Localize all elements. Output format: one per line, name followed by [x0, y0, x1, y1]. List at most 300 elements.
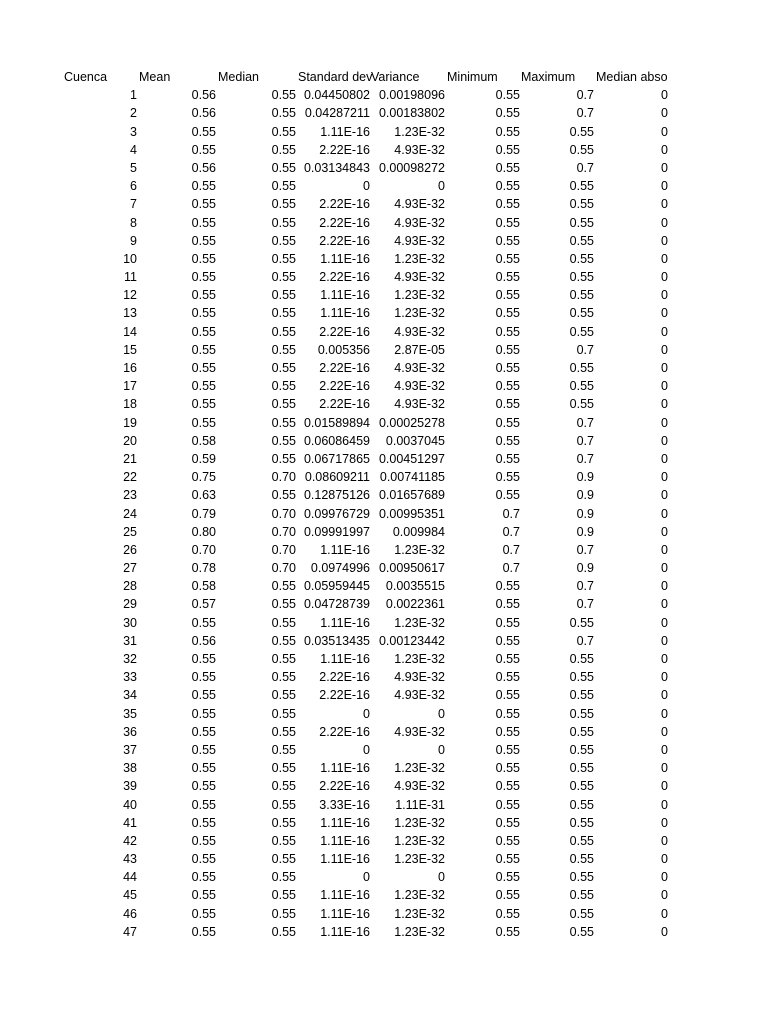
- table-row: [0, 104, 768, 122]
- cell-mean: 0.55: [191, 906, 216, 921]
- cell-cuenca: 19: [123, 415, 137, 430]
- cell-minimum: 0.7: [502, 542, 520, 557]
- cell-cuenca: 13: [123, 306, 137, 321]
- cell-cuenca: 12: [123, 288, 137, 303]
- header-row: [0, 68, 768, 86]
- cell-standard-dev: 0.08609211: [304, 470, 370, 485]
- cell-minimum: 0.55: [495, 470, 520, 485]
- cell-median: 0.55: [271, 742, 296, 757]
- table-row: [0, 686, 768, 704]
- cell-cuenca: 17: [123, 379, 137, 394]
- cell-minimum: 0.7: [502, 506, 520, 521]
- cell-mean: 0.55: [191, 124, 216, 139]
- cell-median-abso: 0: [661, 251, 668, 266]
- table-row: [0, 832, 768, 850]
- cell-minimum: 0.55: [495, 615, 520, 630]
- cell-variance: 1.23E-32: [394, 815, 445, 830]
- cell-maximum: 0.7: [576, 633, 594, 648]
- cell-maximum: 0.55: [569, 906, 594, 921]
- cell-median-abso: 0: [661, 815, 668, 830]
- table-row: [0, 850, 768, 868]
- cell-mean: 0.55: [191, 197, 216, 212]
- cell-cuenca: 3: [130, 124, 137, 139]
- cell-cuenca: 35: [123, 706, 137, 721]
- cell-median: 0.55: [271, 233, 296, 248]
- cell-standard-dev: 1.11E-16: [320, 833, 370, 848]
- cell-median: 0.55: [271, 870, 296, 885]
- cell-cuenca: 36: [123, 724, 137, 739]
- cell-cuenca: 15: [123, 342, 137, 357]
- cell-median-abso: 0: [661, 197, 668, 212]
- cell-maximum: 0.7: [576, 415, 594, 430]
- cell-minimum: 0.55: [495, 288, 520, 303]
- cell-mean: 0.56: [191, 88, 216, 103]
- table-row: [0, 650, 768, 668]
- cell-median-abso: 0: [661, 142, 668, 157]
- header-cuenca: Cuenca: [64, 70, 108, 84]
- cell-minimum: 0.55: [495, 233, 520, 248]
- cell-variance: 1.23E-32: [394, 615, 445, 630]
- table-row: [0, 286, 768, 304]
- cell-variance: 1.23E-32: [394, 251, 445, 266]
- cell-variance: 1.23E-32: [394, 833, 445, 848]
- cell-variance: 4.93E-32: [394, 779, 445, 794]
- cell-variance: 0: [438, 179, 445, 194]
- cell-standard-dev: 0.09976729: [303, 506, 370, 521]
- cell-median-abso: 0: [661, 160, 668, 175]
- cell-median: 0.55: [271, 688, 296, 703]
- cell-median-abso: 0: [661, 397, 668, 412]
- cell-median: 0.55: [271, 306, 296, 321]
- cell-standard-dev: 0.04450802: [303, 88, 370, 103]
- cell-maximum: 0.7: [576, 579, 594, 594]
- cell-maximum: 0.7: [576, 160, 594, 175]
- cell-median-abso: 0: [661, 870, 668, 885]
- cell-mean: 0.55: [191, 233, 216, 248]
- cell-standard-dev: 2.22E-16: [319, 324, 370, 339]
- cell-cuenca: 2: [130, 106, 137, 121]
- cell-standard-dev: 2.22E-16: [319, 397, 370, 412]
- cell-minimum: 0.55: [495, 197, 520, 212]
- cell-median-abso: 0: [661, 379, 668, 394]
- cell-variance: 0: [438, 742, 445, 757]
- cell-minimum: 0.55: [495, 397, 520, 412]
- cell-standard-dev: 0.04728739: [303, 597, 370, 612]
- table-row: [0, 523, 768, 541]
- cell-cuenca: 46: [123, 906, 137, 921]
- cell-variance: 4.93E-32: [394, 324, 445, 339]
- cell-variance: 1.23E-32: [394, 888, 445, 903]
- table-row: [0, 123, 768, 141]
- cell-median-abso: 0: [661, 779, 668, 794]
- table-row: [0, 395, 768, 413]
- cell-mean: 0.55: [191, 342, 216, 357]
- cell-standard-dev: 2.22E-16: [319, 361, 370, 375]
- cell-maximum: 0.55: [569, 815, 594, 830]
- cell-cuenca: 4: [130, 142, 137, 157]
- cell-minimum: 0.55: [495, 160, 520, 175]
- cell-variance: 4.93E-32: [394, 197, 445, 212]
- cell-maximum: 0.55: [569, 888, 594, 903]
- cell-cuenca: 42: [123, 833, 137, 848]
- cell-minimum: 0.55: [495, 215, 520, 230]
- cell-median: 0.70: [271, 542, 296, 557]
- cell-maximum: 0.55: [569, 142, 594, 157]
- cell-cuenca: 47: [123, 924, 137, 939]
- cell-minimum: 0.55: [495, 688, 520, 703]
- cell-mean: 0.55: [191, 324, 216, 339]
- cell-cuenca: 7: [130, 197, 137, 212]
- cell-median: 0.70: [271, 470, 296, 485]
- cell-minimum: 0.55: [495, 324, 520, 339]
- cell-minimum: 0.55: [495, 415, 520, 430]
- cell-median-abso: 0: [661, 524, 668, 539]
- cell-variance: 2.87E-05: [394, 342, 445, 357]
- cell-mean: 0.75: [191, 470, 216, 485]
- cell-standard-dev: 0: [363, 706, 370, 721]
- cell-median-abso: 0: [661, 742, 668, 757]
- cell-variance: 0.0037045: [385, 433, 445, 448]
- cell-minimum: 0.55: [495, 670, 520, 685]
- cell-variance: 0.00025278: [378, 415, 445, 430]
- cell-cuenca: 38: [123, 761, 137, 776]
- cell-variance: 4.93E-32: [394, 233, 445, 248]
- table-row: [0, 304, 768, 322]
- cell-median: 0.70: [271, 524, 296, 539]
- cell-maximum: 0.55: [569, 761, 594, 776]
- cell-maximum: 0.55: [569, 179, 594, 194]
- cell-variance: 1.23E-32: [394, 124, 445, 139]
- cell-minimum: 0.55: [495, 779, 520, 794]
- cell-maximum: 0.55: [569, 379, 594, 394]
- cell-variance: 0: [438, 870, 445, 885]
- spreadsheet-table: [0, 68, 768, 941]
- cell-mean: 0.59: [191, 451, 216, 466]
- cell-standard-dev: 2.22E-16: [319, 779, 370, 794]
- cell-mean: 0.55: [191, 361, 216, 375]
- cell-minimum: 0.55: [495, 706, 520, 721]
- cell-maximum: 0.55: [569, 615, 594, 630]
- cell-cuenca: 43: [123, 852, 137, 867]
- cell-mean: 0.55: [191, 888, 216, 903]
- cell-variance: 4.93E-32: [394, 397, 445, 412]
- cell-median: 0.55: [271, 179, 296, 194]
- table-row: [0, 759, 768, 777]
- cell-median: 0.55: [271, 106, 296, 121]
- cell-median: 0.55: [271, 906, 296, 921]
- cell-minimum: 0.55: [495, 488, 520, 503]
- cell-median-abso: 0: [661, 542, 668, 557]
- table-row: [0, 777, 768, 795]
- cell-variance: 0.00183802: [378, 106, 445, 121]
- cell-variance: 1.23E-32: [394, 542, 445, 557]
- cell-cuenca: 16: [123, 361, 137, 375]
- table-row: [0, 923, 768, 941]
- cell-cuenca: 10: [123, 251, 137, 266]
- cell-variance: 1.23E-32: [394, 306, 445, 321]
- cell-cuenca: 26: [123, 542, 137, 557]
- cell-mean: 0.57: [191, 597, 216, 612]
- cell-median-abso: 0: [661, 124, 668, 139]
- cell-median-abso: 0: [661, 688, 668, 703]
- header-minimum: Minimum: [447, 70, 498, 84]
- cell-minimum: 0.55: [495, 652, 520, 666]
- cell-median-abso: 0: [661, 270, 668, 285]
- cell-maximum: 0.55: [569, 306, 594, 321]
- cell-median: 0.55: [271, 815, 296, 830]
- cell-maximum: 0.55: [569, 397, 594, 412]
- cell-minimum: 0.55: [495, 833, 520, 848]
- cell-median: 0.55: [271, 615, 296, 630]
- cell-cuenca: 9: [130, 233, 137, 248]
- cell-cuenca: 31: [123, 633, 137, 648]
- cell-standard-dev: 0.01589894: [303, 415, 370, 430]
- cell-median: 0.70: [271, 506, 296, 521]
- cell-standard-dev: 0.12875126: [303, 488, 370, 503]
- cell-maximum: 0.7: [576, 88, 594, 103]
- cell-maximum: 0.7: [576, 342, 594, 357]
- cell-median: 0.55: [271, 88, 296, 103]
- cell-standard-dev: 2.22E-16: [319, 724, 370, 739]
- cell-cuenca: 29: [123, 597, 137, 612]
- cell-mean: 0.55: [191, 670, 216, 685]
- cell-maximum: 0.55: [569, 251, 594, 266]
- cell-variance: 0: [438, 706, 445, 721]
- cell-median: 0.55: [271, 270, 296, 285]
- cell-mean: 0.55: [191, 833, 216, 848]
- table-row: [0, 868, 768, 886]
- cell-maximum: 0.55: [569, 870, 594, 885]
- cell-standard-dev: 1.11E-16: [320, 306, 370, 321]
- cell-cuenca: 44: [123, 870, 137, 885]
- cell-mean: 0.55: [191, 870, 216, 885]
- cell-standard-dev: 2.22E-16: [319, 379, 370, 394]
- cell-standard-dev: 0.03134843: [303, 160, 370, 175]
- cell-minimum: 0.55: [495, 924, 520, 939]
- cell-maximum: 0.9: [576, 488, 594, 503]
- cell-mean: 0.55: [191, 179, 216, 194]
- cell-standard-dev: 1.11E-16: [320, 852, 370, 867]
- table-row: [0, 796, 768, 814]
- cell-minimum: 0.55: [495, 633, 520, 648]
- cell-mean: 0.63: [191, 488, 216, 503]
- cell-minimum: 0.55: [495, 342, 520, 357]
- cell-maximum: 0.9: [576, 524, 594, 539]
- cell-cuenca: 11: [124, 270, 137, 285]
- cell-cuenca: 39: [123, 779, 137, 794]
- cell-median: 0.55: [271, 397, 296, 412]
- cell-mean: 0.55: [191, 742, 216, 757]
- cell-cuenca: 40: [123, 797, 137, 812]
- table-row: [0, 741, 768, 759]
- cell-variance: 0.01657689: [378, 488, 445, 503]
- cell-median: 0.70: [271, 561, 296, 576]
- cell-minimum: 0.55: [495, 142, 520, 157]
- cell-mean: 0.55: [191, 652, 216, 666]
- cell-mean: 0.55: [191, 397, 216, 412]
- cell-minimum: 0.55: [495, 251, 520, 266]
- cell-mean: 0.55: [191, 379, 216, 394]
- cell-standard-dev: 1.11E-16: [320, 815, 370, 830]
- cell-median-abso: 0: [661, 924, 668, 939]
- cell-minimum: 0.55: [495, 815, 520, 830]
- cell-median-abso: 0: [661, 415, 668, 430]
- table-row: [0, 541, 768, 559]
- cell-cuenca: 18: [123, 397, 137, 412]
- cell-mean: 0.79: [191, 506, 216, 521]
- cell-standard-dev: 0.06086459: [303, 433, 370, 448]
- cell-maximum: 0.7: [576, 433, 594, 448]
- cell-minimum: 0.55: [495, 852, 520, 867]
- cell-median-abso: 0: [661, 324, 668, 339]
- cell-variance: 0.00123442: [378, 633, 445, 648]
- cell-maximum: 0.55: [569, 124, 594, 139]
- cell-median-abso: 0: [661, 706, 668, 721]
- header-mean: Mean: [139, 70, 171, 84]
- cell-minimum: 0.55: [495, 906, 520, 921]
- cell-cuenca: 25: [123, 524, 137, 539]
- cell-standard-dev: 3.33E-16: [319, 797, 370, 812]
- cell-cuenca: 14: [123, 324, 137, 339]
- cell-median: 0.55: [271, 652, 296, 666]
- cell-median-abso: 0: [661, 361, 668, 375]
- cell-standard-dev: 0.005356: [317, 342, 370, 357]
- table-row: [0, 595, 768, 613]
- cell-maximum: 0.7: [576, 451, 594, 466]
- cell-median: 0.55: [271, 197, 296, 212]
- cell-mean: 0.78: [191, 561, 216, 576]
- table-row: [0, 232, 768, 250]
- cell-cuenca: 22: [123, 470, 137, 485]
- cell-minimum: 0.55: [495, 379, 520, 394]
- cell-maximum: 0.55: [569, 270, 594, 285]
- cell-maximum: 0.55: [569, 779, 594, 794]
- cell-minimum: 0.55: [495, 742, 520, 757]
- cell-median: 0.55: [271, 451, 296, 466]
- cell-mean: 0.55: [191, 724, 216, 739]
- cell-cuenca: 6: [130, 179, 137, 194]
- cell-mean: 0.55: [191, 688, 216, 703]
- header-maximum: Maximum: [521, 70, 576, 84]
- cell-maximum: 0.55: [569, 688, 594, 703]
- cell-median: 0.55: [271, 124, 296, 139]
- cell-minimum: 0.55: [495, 270, 520, 285]
- cell-standard-dev: 0.03513435: [303, 633, 370, 648]
- cell-cuenca: 1: [130, 88, 137, 103]
- table-row: [0, 468, 768, 486]
- cell-standard-dev: 0: [363, 179, 370, 194]
- cell-minimum: 0.55: [495, 124, 520, 139]
- cell-mean: 0.80: [191, 524, 216, 539]
- cell-median-abso: 0: [661, 852, 668, 867]
- cell-median-abso: 0: [661, 633, 668, 648]
- cell-standard-dev: 2.22E-16: [319, 142, 370, 157]
- cell-median-abso: 0: [661, 615, 668, 630]
- cell-cuenca: 5: [130, 160, 137, 175]
- cell-standard-dev: 1.11E-16: [320, 615, 370, 630]
- cell-median: 0.55: [271, 597, 296, 612]
- table-row: [0, 905, 768, 923]
- cell-median: 0.55: [271, 488, 296, 503]
- table-row: [0, 505, 768, 523]
- cell-standard-dev: 1.11E-16: [320, 888, 370, 903]
- cell-standard-dev: 2.22E-16: [319, 688, 370, 703]
- cell-variance: 1.23E-32: [394, 852, 445, 867]
- cell-variance: 0.0035515: [385, 579, 445, 594]
- table-row: [0, 486, 768, 504]
- cell-mean: 0.58: [191, 579, 216, 594]
- cell-cuenca: 24: [123, 506, 137, 521]
- cell-variance: 4.93E-32: [394, 688, 445, 703]
- cell-cuenca: 33: [123, 670, 137, 685]
- cell-cuenca: 37: [123, 742, 137, 757]
- cell-median-abso: 0: [661, 833, 668, 848]
- cell-mean: 0.55: [191, 797, 216, 812]
- table-row: [0, 250, 768, 268]
- cell-variance: 0.009984: [392, 524, 445, 539]
- cell-standard-dev: 1.11E-16: [320, 761, 370, 776]
- cell-median: 0.55: [271, 415, 296, 430]
- cell-mean: 0.55: [191, 415, 216, 430]
- cell-mean: 0.56: [191, 160, 216, 175]
- cell-standard-dev: 0.05959445: [303, 579, 370, 594]
- cell-cuenca: 27: [123, 561, 137, 576]
- table-row: [0, 632, 768, 650]
- cell-maximum: 0.55: [569, 852, 594, 867]
- cell-median: 0.55: [271, 924, 296, 939]
- cell-variance: 0.00741185: [379, 470, 445, 485]
- cell-median-abso: 0: [661, 652, 668, 666]
- table-row: [0, 723, 768, 741]
- cell-maximum: 0.7: [576, 597, 594, 612]
- table-row: [0, 577, 768, 595]
- cell-median: 0.55: [271, 288, 296, 303]
- cell-median: 0.55: [271, 251, 296, 266]
- cell-median-abso: 0: [661, 451, 668, 466]
- table-row: [0, 323, 768, 341]
- header-variance: Variance: [371, 70, 420, 84]
- cell-maximum: 0.55: [569, 670, 594, 685]
- cell-standard-dev: 1.11E-16: [320, 652, 370, 666]
- cell-standard-dev: 2.22E-16: [319, 197, 370, 212]
- cell-maximum: 0.55: [569, 724, 594, 739]
- table-row: [0, 86, 768, 104]
- table-row: [0, 450, 768, 468]
- cell-variance: 1.23E-32: [394, 906, 445, 921]
- cell-median: 0.55: [271, 888, 296, 903]
- cell-standard-dev: 0.09991997: [303, 524, 370, 539]
- cell-standard-dev: 2.22E-16: [319, 233, 370, 248]
- cell-median: 0.55: [271, 142, 296, 157]
- cell-cuenca: 34: [123, 688, 137, 703]
- table-row: [0, 705, 768, 723]
- cell-median: 0.55: [271, 215, 296, 230]
- cell-variance: 4.93E-32: [394, 724, 445, 739]
- cell-mean: 0.56: [191, 106, 216, 121]
- cell-median: 0.55: [271, 160, 296, 175]
- table-row: [0, 177, 768, 195]
- table-row: [0, 377, 768, 395]
- cell-variance: 4.93E-32: [394, 270, 445, 285]
- header-standard-dev: Standard dev: [298, 70, 373, 84]
- cell-maximum: 0.9: [576, 470, 594, 485]
- cell-minimum: 0.55: [495, 888, 520, 903]
- cell-cuenca: 28: [123, 579, 137, 594]
- cell-variance: 0.00198096: [378, 88, 445, 103]
- cell-maximum: 0.55: [569, 288, 594, 303]
- table-row: [0, 268, 768, 286]
- cell-median-abso: 0: [661, 906, 668, 921]
